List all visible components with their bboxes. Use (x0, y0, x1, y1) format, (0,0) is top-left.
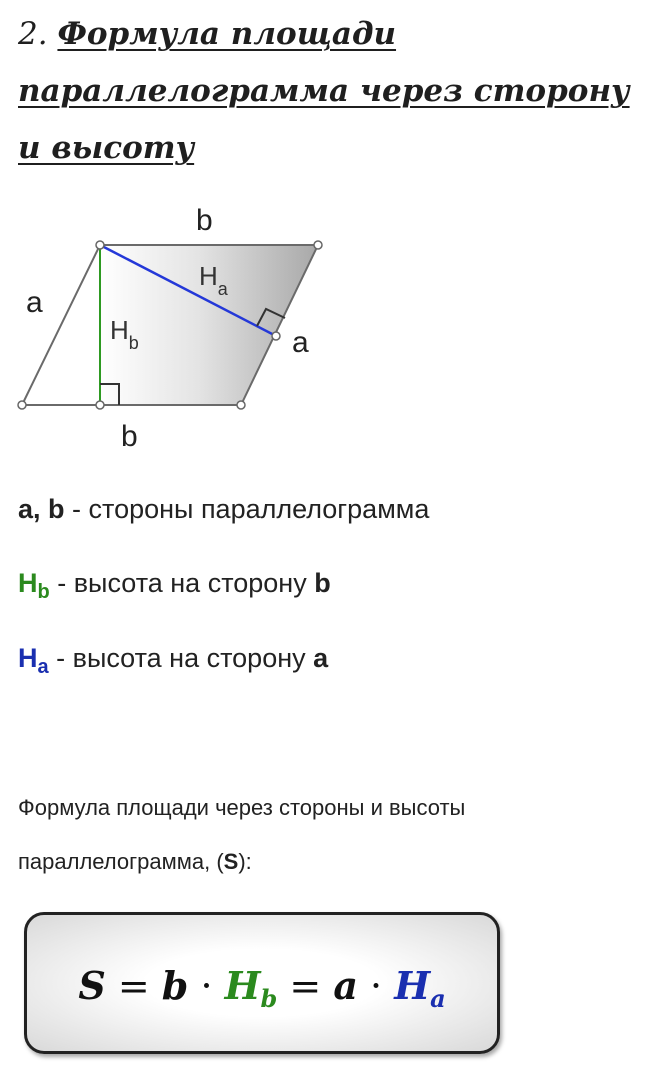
area-formula: $S = b \cdot H_b = a \cdot H_a$ (78, 963, 446, 1013)
formula-intro-line1: Формула площади через стороны и высоты (18, 795, 466, 820)
definition-ha-symbol: $H_a$ (18, 643, 49, 678)
vertex-top-left (96, 241, 104, 249)
parallelogram-figure (0, 190, 360, 460)
definition-ha-side: a (313, 643, 329, 673)
vertex-top-right (314, 241, 322, 249)
height-hb-foot (96, 401, 104, 409)
formula-box (24, 912, 500, 1054)
label-ha: $H_a$ (199, 261, 228, 299)
heading-number: 2. (18, 16, 48, 52)
area-symbol: S (223, 849, 239, 874)
vertex-bottom-left (18, 401, 26, 409)
definition-sides-text: - стороны параллелограмма (64, 494, 430, 524)
formula-intro-line2: параллелограмма, (S): (18, 849, 252, 874)
height-ha-foot (272, 332, 280, 340)
section-heading (18, 6, 643, 177)
definition-sides-symbol: a, b (18, 494, 65, 524)
definition-ha (18, 643, 328, 679)
label-left-a: a (26, 286, 43, 319)
label-top-b: b (196, 204, 213, 237)
label-right-a: a (292, 326, 309, 359)
definition-hb (18, 568, 331, 604)
vertex-bottom-right (237, 401, 245, 409)
heading-title: Формула площади параллелограмма через сторону и высоту (18, 16, 630, 166)
label-bottom-b: b (121, 420, 138, 453)
label-hb: $H_b$ (110, 315, 139, 353)
definition-hb-text: - высота на сторону (49, 568, 315, 598)
definition-hb-symbol: $H_b$ (18, 568, 50, 603)
definition-hb-side: b (314, 568, 331, 598)
definition-ha-text: - высота на сторону (48, 643, 314, 673)
definition-sides (18, 494, 429, 525)
